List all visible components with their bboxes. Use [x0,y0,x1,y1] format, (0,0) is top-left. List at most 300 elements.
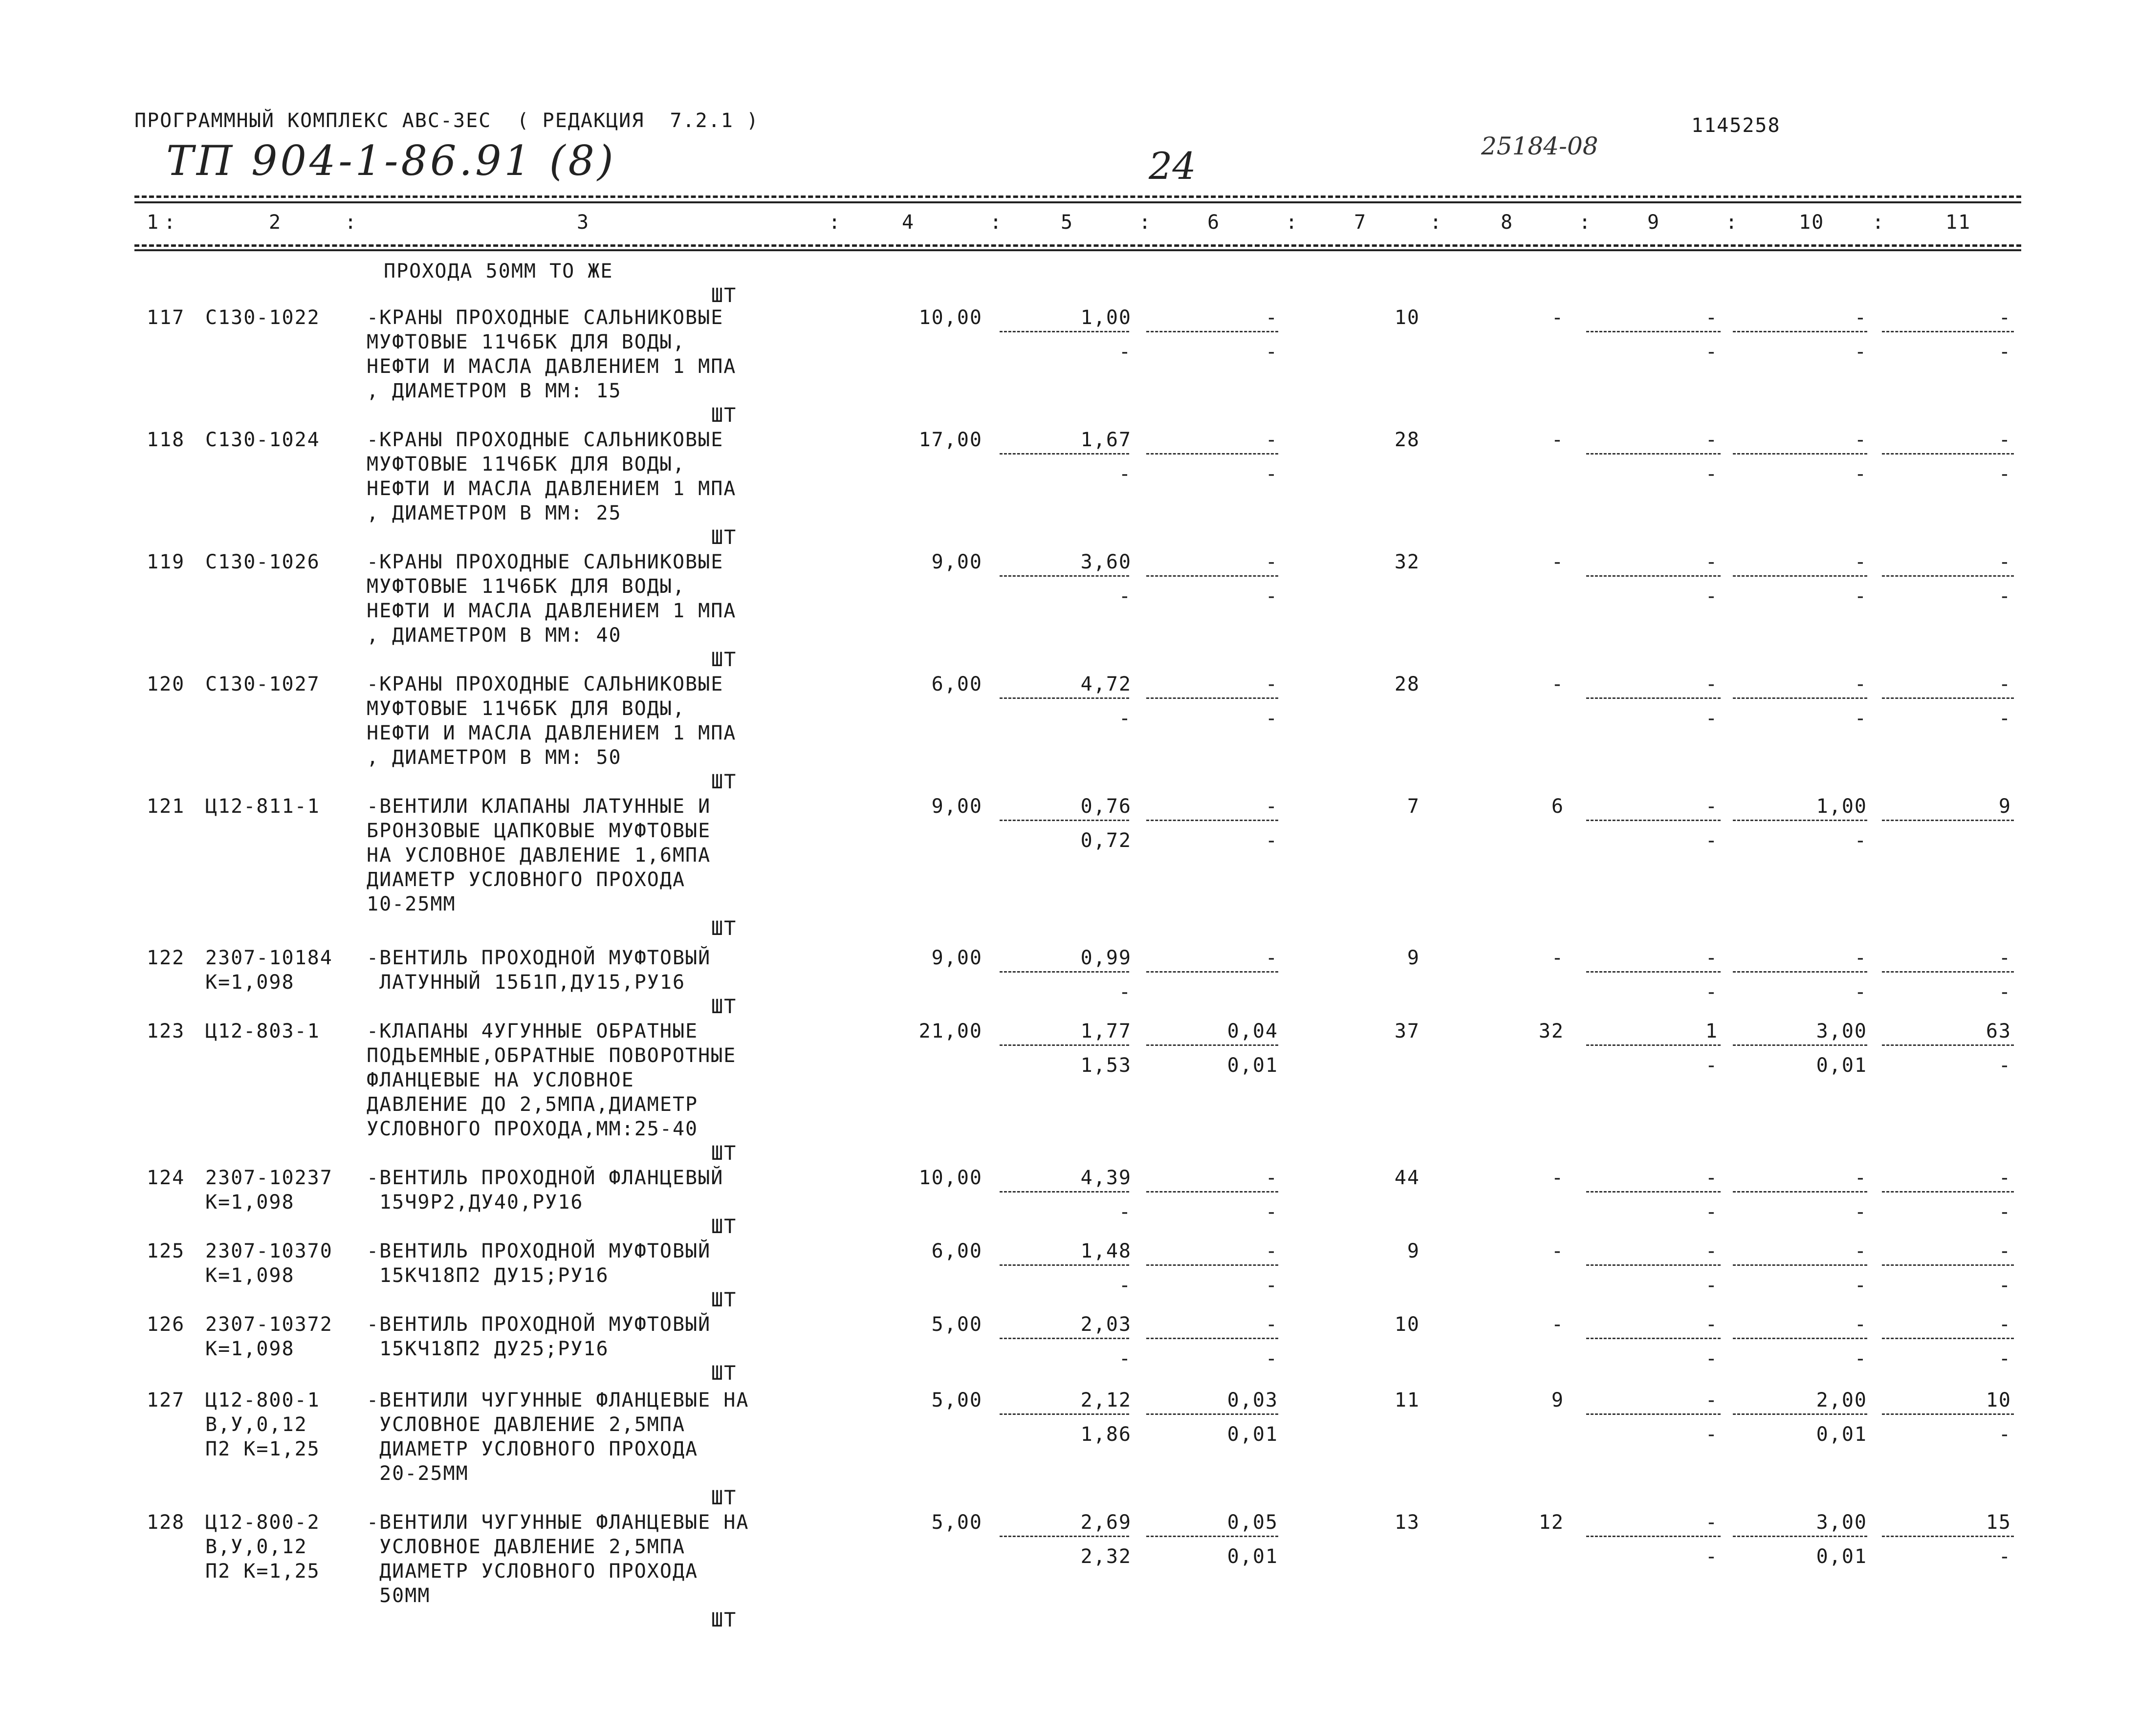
value-c4: 5,00 [931,1511,983,1534]
value-c8: 9 [1551,1389,1564,1411]
value-c11: 9 [1998,795,2011,818]
value-c10-lower: - [1854,1201,1867,1223]
work-description-line: НЕФТИ И МАСЛА ДАВЛЕНИЕМ 1 МПА [367,477,737,500]
column-header-5: 5 [1061,211,1074,234]
work-description-line: 15КЧ18П2 ДУ25;РУ16 [367,1338,609,1360]
column-separator: : [1286,211,1299,234]
value-c4: 17,00 [918,429,983,451]
value-c7: 10 [1394,306,1420,329]
work-description-line: НЕФТИ И МАСЛА ДАВЛЕНИЕМ 1 МПА [367,600,737,622]
value-c11-lower: - [1998,1423,2011,1446]
work-description-line: ДИАМЕТР УСЛОВНОГО ПРОХОДА [367,1560,699,1583]
unit-of-measure: ШТ [711,996,737,1018]
value-c10: - [1854,673,1867,695]
row-divider-c5 [1000,971,1129,973]
price-code-coefficient: П2 К=1,25 [205,1560,320,1583]
value-c8: - [1551,551,1564,573]
value-c6-lower: - [1265,829,1278,852]
column-separator: : [1872,211,1885,234]
row-divider-c10 [1733,971,1867,973]
row-divider-c10 [1733,1191,1867,1193]
price-code: Ц12-811-1 [205,795,320,818]
work-description-line: -КРАНЫ ПРОХОДНЫЕ САЛЬНИКОВЫЕ [367,306,724,329]
value-c5: 0,76 [1080,795,1132,818]
value-c6-lower: - [1265,1274,1278,1297]
value-c11-lower: - [1998,1201,2011,1223]
row-number: 118 [147,429,185,451]
column-header-7: 7 [1354,211,1367,234]
column-header-10: 10 [1799,211,1825,234]
value-c11: - [1998,673,2011,695]
row-number: 128 [147,1511,185,1534]
work-description-line: БРОНЗОВЫЕ ЦАПКОВЫЕ МУФТОВЫЕ [367,820,711,842]
work-description-line: УСЛОВНОЕ ДАВЛЕНИЕ 2,5МПА [367,1536,686,1558]
value-c10-lower: - [1854,981,1867,1003]
value-c6-lower: - [1265,463,1278,485]
value-c5-lower: - [1118,463,1132,485]
program-header: ПРОГРАММНЫЙ КОМПЛЕКС АВС-3ЕС ( РЕДАКЦИЯ 7.2.1 ) [134,109,760,132]
row-divider-c11 [1882,697,2014,699]
column-separator: : [1725,211,1739,234]
handwritten-project-code: ТП 904-1-86.91 (8) [166,137,616,185]
row-divider-c9 [1586,1044,1721,1046]
work-description-line: -ВЕНТИЛЬ ПРОХОДНОЙ ФЛАНЦЕВЫЙ [367,1167,724,1189]
unit-of-measure: ШТ [711,1289,737,1311]
work-description-line: ДИАМЕТР УСЛОВНОГО ПРОХОДА [367,868,686,891]
row-divider-c9 [1586,820,1721,821]
work-description-line: -ВЕНТИЛИ КЛАПАНЫ ЛАТУННЫЕ И [367,795,711,818]
value-c9-lower: - [1705,1545,1718,1568]
value-c10-lower: 0,01 [1816,1545,1867,1568]
value-c5: 4,72 [1080,673,1132,695]
row-divider-c11 [1882,331,2014,332]
row-divider-c5 [1000,575,1129,577]
row-divider-c11 [1882,575,2014,577]
price-code: Ц12-800-1 [205,1389,320,1411]
value-c7: 11 [1394,1389,1420,1411]
work-description-line: МУФТОВЫЕ 11Ч6БК ДЛЯ ВОДЫ, [367,697,686,720]
value-c9: - [1705,551,1718,573]
value-c6: - [1265,1313,1278,1336]
row-divider-c6 [1146,1044,1278,1046]
value-c11: - [1998,1240,2011,1262]
price-code-coefficient: К=1,098 [205,1338,295,1360]
value-c10-lower: - [1854,463,1867,485]
work-description-line: -ВЕНТИЛИ ЧУГУННЫЕ ФЛАНЦЕВЫЕ НА [367,1511,749,1534]
value-c7: 37 [1394,1020,1420,1042]
unit-of-measure: ШТ [711,771,737,793]
column-separator: : [829,211,842,234]
unit-of-measure: ШТ [711,1362,737,1385]
row-divider-c6 [1146,697,1278,699]
value-c9: - [1705,306,1718,329]
price-code: С130-1022 [205,306,320,329]
value-c10: - [1854,1240,1867,1262]
column-separator: : [1579,211,1592,234]
value-c11-lower: - [1998,981,2011,1003]
column-header-9: 9 [1647,211,1660,234]
value-c9-lower: - [1705,1274,1718,1297]
value-c6: 0,04 [1227,1020,1278,1042]
column-header-3: 3 [577,211,590,234]
value-c5: 2,12 [1080,1389,1132,1411]
row-divider-c10 [1733,820,1867,821]
value-c9-lower: - [1705,1054,1718,1077]
row-divider-c6 [1146,1536,1278,1537]
value-c11: - [1998,1313,2011,1336]
value-c10-lower: - [1854,1347,1867,1370]
value-c4: 6,00 [931,1240,983,1262]
column-header-11: 11 [1945,211,1971,234]
value-c7: 28 [1394,429,1420,451]
value-c11-lower: - [1998,1274,2011,1297]
value-c5: 2,69 [1080,1511,1132,1534]
row-divider-c9 [1586,697,1721,699]
work-description-line: УСЛОВНОГО ПРОХОДА,ММ:25-40 [367,1118,699,1140]
value-c4: 9,00 [931,551,983,573]
value-c10: - [1854,551,1867,573]
value-c5-lower: - [1118,1347,1132,1370]
value-c4: 6,00 [931,673,983,695]
row-divider-c6 [1146,453,1278,455]
row-divider-c11 [1882,971,2014,973]
work-description-line: 15КЧ18П2 ДУ15;РУ16 [367,1264,609,1287]
unit-of-measure: ШТ [711,649,737,671]
value-c10: 3,00 [1816,1511,1867,1534]
row-divider-c5 [1000,1338,1129,1339]
row-divider-c6 [1146,1338,1278,1339]
column-separator: : [990,211,1003,234]
value-c5-lower: - [1118,585,1132,608]
work-description-line: -КРАНЫ ПРОХОДНЫЕ САЛЬНИКОВЫЕ [367,673,724,695]
value-c6: - [1265,795,1278,818]
column-separator: : [345,211,358,234]
carry-over-text: ПРОХОДА 50ММ ТО ЖЕ [384,260,613,282]
column-header-4: 4 [902,211,915,234]
value-c10: 1,00 [1816,795,1867,818]
value-c8: 6 [1551,795,1564,818]
value-c6: - [1265,673,1278,695]
value-c6: - [1265,551,1278,573]
value-c8: 32 [1538,1020,1564,1042]
value-c10-lower: - [1854,341,1867,363]
row-divider-c6 [1146,971,1278,973]
row-divider-c5 [1000,1191,1129,1193]
row-number: 123 [147,1020,185,1042]
value-c11: 63 [1986,1020,2011,1042]
work-description-line: -ВЕНТИЛЬ ПРОХОДНОЙ МУФТОВЫЙ [367,1313,711,1336]
unit-of-measure: ШТ [711,1609,737,1631]
value-c9-lower: - [1705,1423,1718,1446]
value-c5-lower: 0,72 [1080,829,1132,852]
value-c5: 1,00 [1080,306,1132,329]
value-c11: 10 [1986,1389,2011,1411]
value-c11-lower: - [1998,585,2011,608]
value-c9-lower: - [1705,341,1718,363]
value-c9: - [1705,1240,1718,1262]
value-c5-lower: - [1118,981,1132,1003]
work-description-line: , ДИАМЕТРОМ В ММ: 40 [367,624,622,647]
value-c5: 4,39 [1080,1167,1132,1189]
work-description-line: МУФТОВЫЕ 11Ч6БК ДЛЯ ВОДЫ, [367,453,686,476]
value-c11: - [1998,429,2011,451]
work-description-line: НЕФТИ И МАСЛА ДАВЛЕНИЕМ 1 МПА [367,355,737,378]
price-code: Ц12-803-1 [205,1020,320,1042]
value-c8: - [1551,1240,1564,1262]
work-description-line: 10-25ММ [367,893,456,915]
work-description-line: НЕФТИ И МАСЛА ДАВЛЕНИЕМ 1 МПА [367,722,737,744]
value-c8: - [1551,673,1564,695]
value-c7: 13 [1394,1511,1420,1534]
row-divider-c11 [1882,1536,2014,1537]
work-description-line: 15Ч9Р2,ДУ40,РУ16 [367,1191,584,1214]
value-c10: - [1854,306,1867,329]
value-c5-lower: - [1118,1201,1132,1223]
value-c9: - [1705,673,1718,695]
value-c9: - [1705,947,1718,969]
row-divider-c6 [1146,1413,1278,1415]
work-description-line: МУФТОВЫЕ 11Ч6БК ДЛЯ ВОДЫ, [367,575,686,598]
work-description-line: -ВЕНТИЛЬ ПРОХОДНОЙ МУФТОВЫЙ [367,1240,711,1262]
value-c11: - [1998,1167,2011,1189]
value-c11-lower: - [1998,1054,2011,1077]
work-description-line: 20-25ММ [367,1462,469,1485]
row-divider-c10 [1733,1338,1867,1339]
row-number: 119 [147,551,185,573]
row-divider-c9 [1586,1264,1721,1266]
work-description-line: , ДИАМЕТРОМ В ММ: 25 [367,502,622,524]
value-c7: 10 [1394,1313,1420,1336]
price-code-coefficient: К=1,098 [205,971,295,994]
unit-of-measure: ШТ [711,1215,737,1238]
row-divider-c6 [1146,1264,1278,1266]
price-code: 2307-10237 [205,1167,333,1189]
value-c5: 1,48 [1080,1240,1132,1262]
value-c9: 1 [1705,1020,1718,1042]
value-c4: 9,00 [931,947,983,969]
value-c5-lower: 2,32 [1080,1545,1132,1568]
row-divider-c6 [1146,1191,1278,1193]
value-c8: - [1551,1313,1564,1336]
row-divider-c6 [1146,331,1278,332]
row-number: 127 [147,1389,185,1411]
price-code: Ц12-800-2 [205,1511,320,1534]
value-c5-lower: - [1118,341,1132,363]
value-c9-lower: - [1705,585,1718,608]
value-c7: 44 [1394,1167,1420,1189]
value-c10: - [1854,1167,1867,1189]
row-divider-c11 [1882,820,2014,821]
value-c10-lower: 0,01 [1816,1054,1867,1077]
work-description-line: , ДИАМЕТРОМ В ММ: 50 [367,746,622,769]
value-c6-lower: 0,01 [1227,1545,1278,1568]
column-separator: : [1139,211,1152,234]
value-c4: 5,00 [931,1313,983,1336]
value-c4: 9,00 [931,795,983,818]
value-c11-lower: - [1998,707,2011,730]
value-c6-lower: - [1265,341,1278,363]
row-divider-c9 [1586,331,1721,332]
row-divider-c5 [1000,697,1129,699]
row-divider-c6 [1146,820,1278,821]
row-divider-c9 [1586,971,1721,973]
row-number: 122 [147,947,185,969]
value-c5: 1,77 [1080,1020,1132,1042]
value-c6: - [1265,306,1278,329]
work-description-line: -КЛАПАНЫ 4УГУННЫЕ ОБРАТНЫЕ [367,1020,699,1042]
work-description-line: УСЛОВНОЕ ДАВЛЕНИЕ 2,5МПА [367,1413,686,1436]
value-c9-lower: - [1705,981,1718,1003]
value-c9: - [1705,1167,1718,1189]
column-header-6: 6 [1207,211,1221,234]
value-c6: - [1265,1240,1278,1262]
unit-of-measure: ШТ [711,526,737,549]
row-divider-c9 [1586,1536,1721,1537]
value-c11-lower: - [1998,1347,2011,1370]
row-divider-c10 [1733,697,1867,699]
value-c9-lower: - [1705,1201,1718,1223]
value-c6: - [1265,1167,1278,1189]
value-c7: 7 [1407,795,1420,818]
work-description-line: ЛАТУННЫЙ 15Б1П,ДУ15,РУ16 [367,971,686,994]
row-divider-c6 [1146,575,1278,577]
value-c6: - [1265,947,1278,969]
value-c5: 3,60 [1080,551,1132,573]
work-description-line: 50ММ [367,1584,431,1607]
value-c5: 0,99 [1080,947,1132,969]
column-separator: : [1430,211,1443,234]
work-description-line: -КРАНЫ ПРОХОДНЫЕ САЛЬНИКОВЫЕ [367,429,724,451]
price-code-coefficient: В,У,0,12 [205,1536,307,1558]
value-c9: - [1705,795,1718,818]
row-divider-c10 [1733,331,1867,332]
unit-of-measure: ШТ [711,1142,737,1165]
row-divider-c5 [1000,453,1129,455]
value-c7: 28 [1394,673,1420,695]
row-divider-c10 [1733,1264,1867,1266]
value-c6-lower: - [1265,585,1278,608]
value-c9-lower: - [1705,1347,1718,1370]
row-divider-c11 [1882,1044,2014,1046]
value-c9: - [1705,429,1718,451]
value-c4: 10,00 [918,1167,983,1189]
value-c6-lower: - [1265,1347,1278,1370]
price-code-coefficient: П2 К=1,25 [205,1438,320,1460]
value-c6-lower: - [1265,1201,1278,1223]
value-c11: - [1998,306,2011,329]
value-c6: - [1265,429,1278,451]
work-description-line: -ВЕНТИЛЬ ПРОХОДНОЙ МУФТОВЫЙ [367,947,711,969]
row-divider-c11 [1882,1338,2014,1339]
value-c8: - [1551,1167,1564,1189]
work-description-line: , ДИАМЕТРОМ В ММ: 15 [367,380,622,402]
row-divider-c10 [1733,453,1867,455]
price-code: 2307-10370 [205,1240,333,1262]
work-description-line: ПОДЬЕМНЫЕ,ОБРАТНЫЕ ПОВОРОТНЫЕ [367,1044,737,1067]
value-c7: 32 [1394,551,1420,573]
row-divider-c5 [1000,820,1129,821]
row-divider-c9 [1586,453,1721,455]
value-c6-lower: - [1265,707,1278,730]
row-divider-c5 [1000,1536,1129,1537]
value-c8: 12 [1538,1511,1564,1534]
work-description-line: ДАВЛЕНИЕ ДО 2,5МПА,ДИАМЕТР [367,1093,699,1116]
value-c10-lower: - [1854,829,1867,852]
row-number: 120 [147,673,185,695]
carry-over-unit: ШТ [711,284,737,307]
value-c7: 9 [1407,947,1420,969]
column-separator: : [164,211,177,234]
value-c4: 21,00 [918,1020,983,1042]
work-description-line: ДИАМЕТР УСЛОВНОГО ПРОХОДА [367,1438,699,1460]
work-description-line: МУФТОВЫЕ 11Ч6БК ДЛЯ ВОДЫ, [367,331,686,353]
value-c10: 2,00 [1816,1389,1867,1411]
row-divider-c10 [1733,1536,1867,1537]
value-c10: 3,00 [1816,1020,1867,1042]
row-divider-c11 [1882,1191,2014,1193]
row-divider-c5 [1000,1044,1129,1046]
value-c4: 10,00 [918,306,983,329]
value-c9: - [1705,1313,1718,1336]
value-c8: - [1551,947,1564,969]
column-header-8: 8 [1501,211,1514,234]
row-divider-c10 [1733,1413,1867,1415]
value-c11: - [1998,551,2011,573]
value-c10: - [1854,947,1867,969]
value-c6: 0,05 [1227,1511,1278,1534]
value-c7: 9 [1407,1240,1420,1262]
value-c10-lower: - [1854,1274,1867,1297]
work-description-line: -ВЕНТИЛИ ЧУГУННЫЕ ФЛАНЦЕВЫЕ НА [367,1389,749,1411]
value-c9-lower: - [1705,463,1718,485]
price-code: 2307-10372 [205,1313,333,1336]
handwritten-reference: 25184-08 [1481,132,1598,160]
unit-of-measure: ШТ [711,1487,737,1509]
value-c6: 0,03 [1227,1389,1278,1411]
value-c5-lower: - [1118,707,1132,730]
price-code-coefficient: В,У,0,12 [205,1413,307,1436]
row-divider-c10 [1733,575,1867,577]
value-c9: - [1705,1511,1718,1534]
value-c8: - [1551,429,1564,451]
document-number: 1145258 [1691,114,1781,137]
value-c9-lower: - [1705,707,1718,730]
work-description-line: НА УСЛОВНОЕ ДАВЛЕНИЕ 1,6МПА [367,844,711,867]
row-divider-c9 [1586,575,1721,577]
handwritten-page-number: 24 [1149,144,1196,188]
value-c11: 15 [1986,1511,2011,1534]
unit-of-measure: ШТ [711,917,737,940]
row-divider-c11 [1882,453,2014,455]
row-number: 117 [147,306,185,329]
row-divider-c5 [1000,1264,1129,1266]
value-c8: - [1551,306,1564,329]
row-divider-c11 [1882,1413,2014,1415]
unit-of-measure: ШТ [711,404,737,427]
value-c10: - [1854,1313,1867,1336]
value-c11-lower: - [1998,463,2011,485]
value-c5-lower: 1,86 [1080,1423,1132,1446]
work-description-line: ФЛАНЦЕВЫЕ НА УСЛОВНОЕ [367,1069,634,1091]
value-c10-lower: 0,01 [1816,1423,1867,1446]
value-c5: 1,67 [1080,429,1132,451]
value-c10-lower: - [1854,707,1867,730]
value-c5: 2,03 [1080,1313,1132,1336]
price-code-coefficient: К=1,098 [205,1264,295,1287]
price-code: 2307-10184 [205,947,333,969]
row-number: 121 [147,795,185,818]
row-divider-c11 [1882,1264,2014,1266]
